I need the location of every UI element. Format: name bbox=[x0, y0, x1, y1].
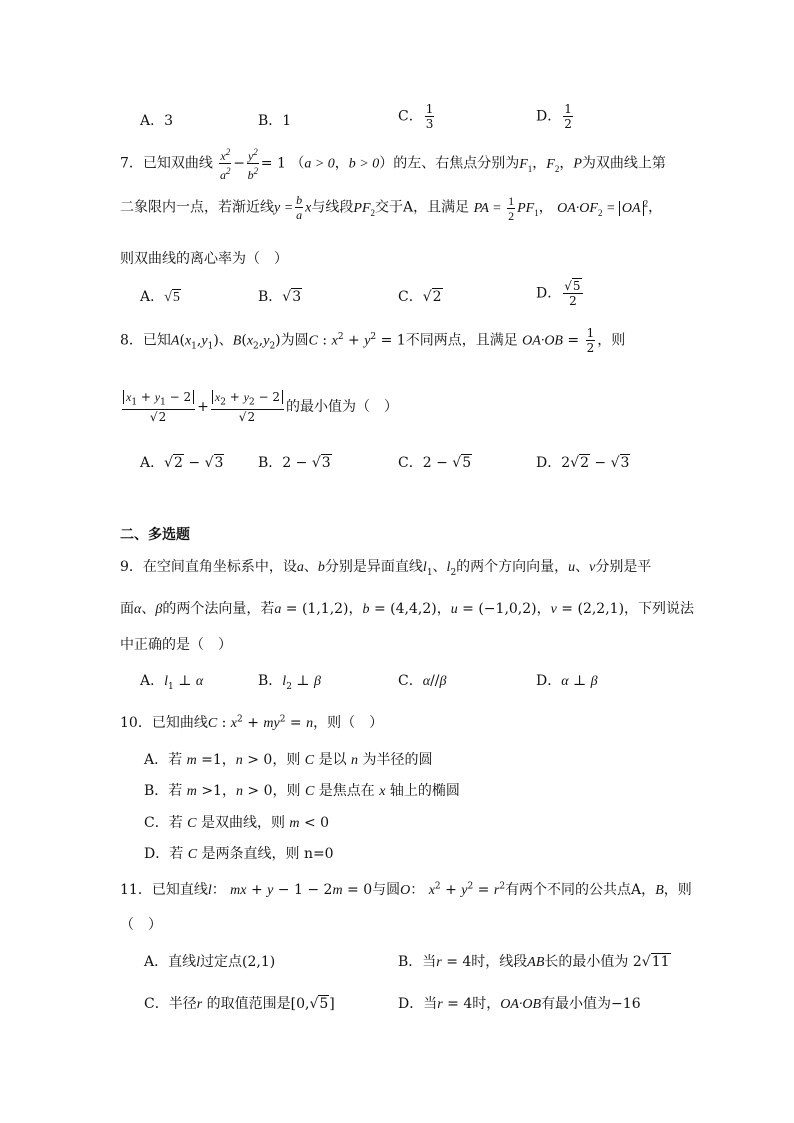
q6-option-c: C． $\frac{1}{3}$ bbox=[398, 102, 434, 131]
q11-option-d: D．当r = 4时，OA·OB有最小值为−16 bbox=[398, 996, 641, 1012]
q8-option-c: C．2 − √5 bbox=[398, 455, 472, 471]
q8-option-d: D．2√2 − √3 bbox=[536, 455, 630, 471]
q11-option-c: C．半径r 的取值范围是[0,√5] bbox=[144, 996, 335, 1012]
q6-option-b: B．1 bbox=[258, 113, 292, 129]
q7-option-c: C．√2 bbox=[398, 289, 442, 305]
q11-option-b: B．当r = 4时，线段AB长的最小值为 2√11 bbox=[398, 954, 670, 970]
q11-line2: （ ） bbox=[120, 917, 162, 933]
q9-line1: 9．在空间直角坐标系中，设a、b分别是异面直线$l_1$、$l_2$的两个方向向量，u、v分别是平 bbox=[120, 559, 652, 578]
q10-option-d: D．若 C 是两条直线，则 n=0 bbox=[144, 846, 334, 862]
q9-option-a: A．$l_1$ ⊥ α bbox=[140, 673, 204, 692]
q10-stem: 10．已知曲线C : $x^2 + my^2 = n$，则（ ） bbox=[120, 714, 384, 731]
q11-line1: 11．已知直线l： mx + y − 1 − 2m = 0与圆O： $x^2 + y^2 = r^2$有两个不同的公共点A，B，则 bbox=[120, 881, 692, 898]
q7-option-d: D． $\frac{√5}{2}$ bbox=[536, 279, 581, 308]
q8-option-b: B．2 − √3 bbox=[258, 455, 331, 471]
q6-option-a: A．3 bbox=[140, 113, 174, 129]
q7-line2: 二象限内一点，若渐近线y = $\frac{b}{a}$ x与线段$PF_2$交于A，且满足 PA = $\frac{1}{2}$ $PF_1$， $OA\cdot OF_2$ = OA $^2$， bbox=[120, 193, 663, 223]
q11-option-a: A．直线l过定点(2,1) bbox=[144, 954, 276, 970]
q7-line1: 7．已知双曲线 $\frac{x^2}{a^2}$ − $\frac{y^2}{b^2}$ = 1 （a > 0，b > 0）的左、右焦点分别为$F_1$，$F_2$，P为双曲线上第 bbox=[120, 147, 666, 182]
q8-line1: 8．已知$A(x_1,y_1)$、$B(x_2,y_2)$为圆C : $x^2 + y^2 = 1$不同两点，且满足 OA·OB = $\frac{1}{2}$ ，则 bbox=[120, 326, 626, 355]
q10-option-b: B．若 m >1，n > 0，则 C 是焦点在 x 轴上的椭圆 bbox=[144, 783, 460, 799]
q9-line2: 面α、β的两个法向量，若a = (1,1,2)，b = (4,4,2)，u = (−1,0,2)，v = (2,2,1)，下列说法 bbox=[120, 601, 695, 617]
q8-line2: $\frac{x_1 + y_1 - 2}{√2}$ + $\frac{x_2 + y_2 - 2}{√2}$ 的最小值为（ ） bbox=[120, 390, 398, 424]
q9-option-d: D．α ⊥ β bbox=[536, 673, 598, 689]
q8-option-a: A．√2 − √3 bbox=[140, 455, 224, 471]
q7-option-a: A．√5 bbox=[140, 289, 180, 305]
q9-line3: 中正确的是（ ） bbox=[120, 637, 232, 653]
q9-option-b: B．$l_2$ ⊥ β bbox=[258, 673, 321, 692]
q9-option-c: C．α//β bbox=[398, 673, 447, 689]
q6-option-d: D． $\frac{1}{2}$ bbox=[536, 102, 572, 131]
q7-option-b: B．√3 bbox=[258, 289, 302, 305]
q10-option-c: C．若 C 是双曲线，则 m < 0 bbox=[144, 815, 330, 831]
q10-option-a: A．若 m =1，n > 0，则 C 是以 n 为半径的圆 bbox=[144, 752, 433, 768]
section-heading: 二、多选题 bbox=[120, 527, 190, 543]
q7-line3: 则双曲线的离心率为（ ） bbox=[120, 251, 288, 267]
